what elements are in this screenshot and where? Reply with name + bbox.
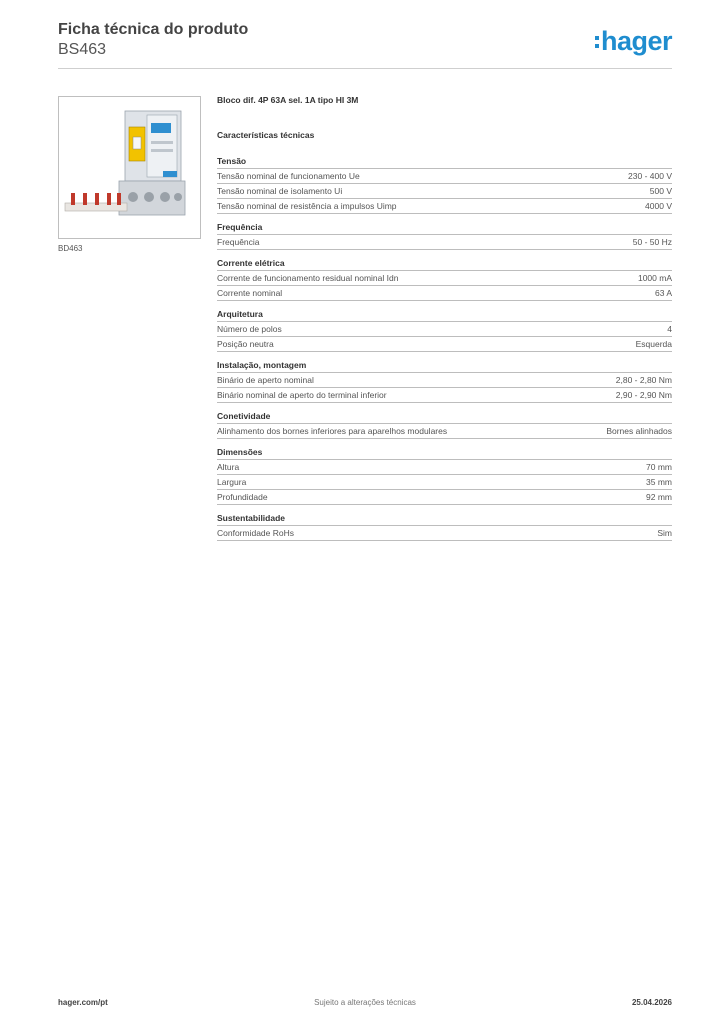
group-title: Tensão xyxy=(217,154,672,169)
spec-group-dimensions xyxy=(217,445,672,505)
group-title: Dimensões xyxy=(217,445,672,460)
group-title: Sustentabilidade xyxy=(217,511,672,526)
spec-label: Altura xyxy=(217,462,240,472)
spec-value: Sim xyxy=(657,528,672,538)
spec-value: 500 V xyxy=(649,186,672,196)
footer-date: 25.04.2026 xyxy=(631,998,672,1007)
spec-label: Conformidade RoHs xyxy=(217,528,295,538)
header-divider xyxy=(58,68,672,69)
hager-logo xyxy=(595,26,672,57)
spec-value: Esquerda xyxy=(635,339,672,349)
group-title: Instalação, montagem xyxy=(217,358,672,373)
spec-value: 63 A xyxy=(654,288,672,298)
spec-label: Binário nominal de aperto do terminal inferior xyxy=(217,390,387,400)
spec-row xyxy=(217,460,672,475)
spec-label: Alinhamento dos bornes inferiores para aparelhos modulares xyxy=(217,426,448,436)
spec-group-connectivity xyxy=(217,409,672,439)
spec-row xyxy=(217,424,672,439)
spec-group-frequency xyxy=(217,220,672,250)
spec-row xyxy=(217,322,672,337)
spec-label: Tensão nominal de isolamento Ui xyxy=(217,186,343,196)
spec-label: Corrente de funcionamento residual nominal Idn xyxy=(217,273,399,283)
product-image xyxy=(58,96,201,239)
spec-label: Largura xyxy=(217,477,247,487)
spec-row xyxy=(217,526,672,541)
spec-row xyxy=(217,388,672,403)
footer-note: Sujeito a alterações técnicas xyxy=(314,998,416,1007)
spec-label: Binário de aperto nominal xyxy=(217,375,314,385)
spec-row xyxy=(217,169,672,184)
spec-value: 70 mm xyxy=(646,462,672,472)
logo-dots-icon xyxy=(595,36,599,48)
spec-value: Bornes alinhados xyxy=(606,426,672,436)
group-title: Arquitetura xyxy=(217,307,672,322)
product-name: Bloco dif. 4P 63A sel. 1A tipo HI 3M xyxy=(217,95,359,105)
product-code: BS463 xyxy=(58,41,107,58)
logo-text: hager xyxy=(600,26,672,56)
spec-value: 2,80 - 2,80 Nm xyxy=(615,375,672,385)
spec-value: 1000 mA xyxy=(637,273,672,283)
spec-label: Profundidade xyxy=(217,492,268,502)
spec-value: 50 - 50 Hz xyxy=(632,237,672,247)
spec-value: 4000 V xyxy=(645,201,672,211)
image-caption: BD463 xyxy=(58,244,83,253)
spec-row xyxy=(217,199,672,214)
spec-label: Tensão nominal de funcionamento Ue xyxy=(217,171,360,181)
spec-group-current xyxy=(217,256,672,301)
spec-row xyxy=(217,286,672,301)
characteristics-title: Características técnicas xyxy=(217,130,315,140)
spec-group-installation xyxy=(217,358,672,403)
spec-label: Posição neutra xyxy=(217,339,274,349)
spec-label: Frequência xyxy=(217,237,260,247)
spec-row xyxy=(217,490,672,505)
spec-row xyxy=(217,271,672,286)
product-illustration-icon xyxy=(59,97,200,238)
spec-value: 2,90 - 2,90 Nm xyxy=(615,390,672,400)
spec-value: 92 mm xyxy=(646,492,672,502)
page-header xyxy=(58,20,672,70)
spec-row xyxy=(217,337,672,352)
spec-label: Tensão nominal de resistência a impulsos Uimp xyxy=(217,201,397,211)
page-title: Ficha técnica do produto xyxy=(58,21,249,38)
spec-value: 4 xyxy=(667,324,672,334)
spec-row xyxy=(217,184,672,199)
spec-row xyxy=(217,373,672,388)
spec-row xyxy=(217,235,672,250)
spec-value: 35 mm xyxy=(646,477,672,487)
spec-value: 230 - 400 V xyxy=(628,171,672,181)
spec-group-voltage xyxy=(217,154,672,214)
spec-row xyxy=(217,475,672,490)
spec-group-architecture xyxy=(217,307,672,352)
group-title: Corrente elétrica xyxy=(217,256,672,271)
product-specs xyxy=(217,95,672,547)
spec-label: Número de polos xyxy=(217,324,282,334)
group-title: Frequência xyxy=(217,220,672,235)
group-title: Conetividade xyxy=(217,409,672,424)
footer-website-link[interactable]: hager.com/pt xyxy=(58,998,108,1007)
spec-group-sustainability xyxy=(217,511,672,541)
spec-label: Corrente nominal xyxy=(217,288,283,298)
